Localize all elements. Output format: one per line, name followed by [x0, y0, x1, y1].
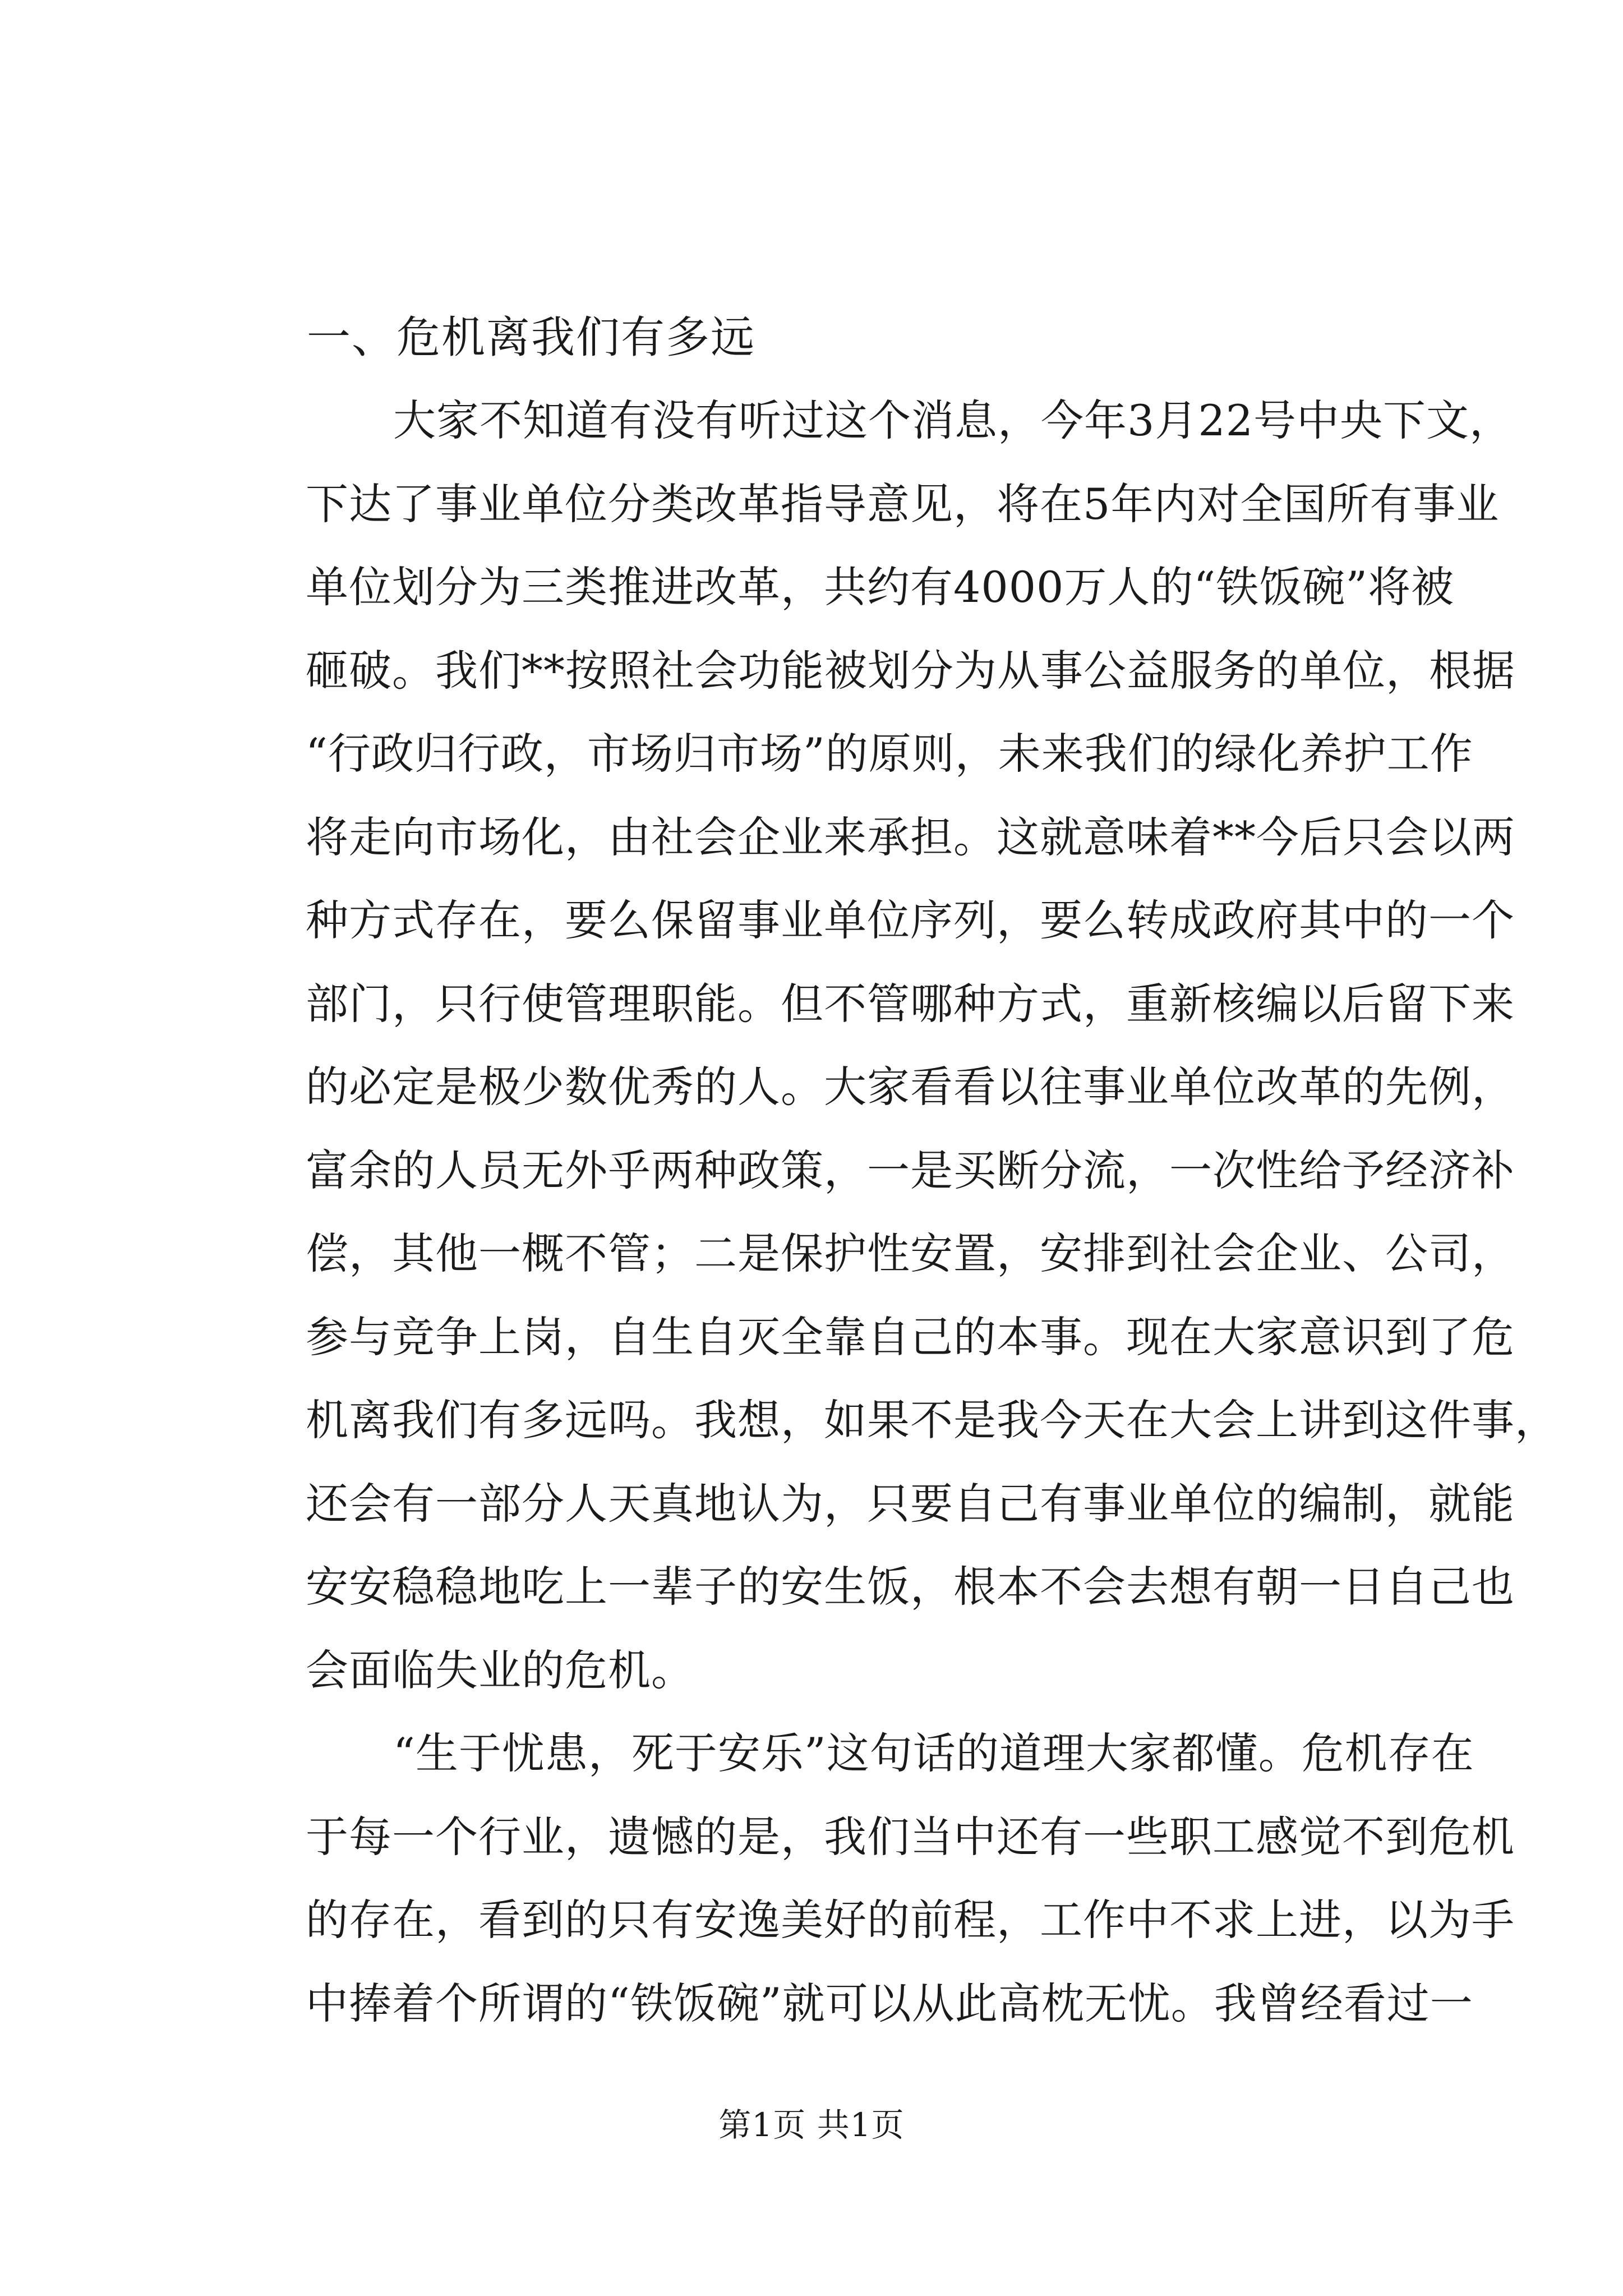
- section-heading-text: 一、危机离我们有多远: [307, 312, 756, 363]
- paragraph-line: 还会有一部分人天真地认为，只要自己有事业单位的编制，就能: [306, 1478, 1515, 1529]
- paragraph-line: 于每一个行业，遗憾的是，我们当中还有一些职工感觉不到危机: [306, 1811, 1515, 1862]
- section-heading: [306, 296, 1422, 379]
- paragraph-line: 会面临失业的危机。: [306, 1645, 694, 1695]
- paragraph-line: 的必定是极少数优秀的人。大家看看以往事业单位改革的先例，: [306, 1062, 1515, 1112]
- paragraph-line: 中捧着个所谓的“铁饭碗”就可以从此高枕无忧。我曾经看过一: [306, 1978, 1473, 2028]
- paragraph-line: 部门，只行使管理职能。但不管哪种方式，重新核编以后留下来: [306, 978, 1515, 1029]
- paragraph-line: 单位划分为三类推进改革，共约有4000万人的“铁饭碗”将被: [306, 562, 1455, 612]
- paragraph-line: “行政归行政，市场归市场”的原则，未来我们的绿化养护工作: [306, 729, 1473, 779]
- paragraph-2: [306, 1712, 1515, 2045]
- page-footer: [0, 2102, 1623, 2147]
- paragraph-line: 大家不知道有没有听过这个消息，今年3月22号中央下文，: [393, 395, 1513, 445]
- paragraph-line: 安安稳稳地吃上一辈子的安生饭，根本不会去想有朝一日自己也: [306, 1562, 1515, 1612]
- paragraph-line: 富余的人员无外乎两种政策，一是买断分流，一次性给予经济补: [306, 1145, 1515, 1195]
- paragraph-line: 机离我们有多远吗。我想，如果不是我今天在大会上讲到这件事，: [306, 1395, 1558, 1445]
- page-number-label: 第1页 共1页: [718, 2106, 905, 2144]
- paragraph-line: 偿，其他一概不管；二是保护性安置，安排到社会企业、公司，: [306, 1228, 1515, 1278]
- paragraph-line: 砸破。我们**按照社会功能被划分为从事公益服务的单位，根据: [306, 645, 1515, 696]
- paragraph-line: 参与竞争上岗，自生自灭全靠自己的本事。现在大家意识到了危: [306, 1312, 1515, 1362]
- paragraph-line: 种方式存在，要么保留事业单位序列，要么转成政府其中的一个: [306, 895, 1515, 945]
- paragraph-line: 的存在，看到的只有安逸美好的前程，工作中不求上进，以为手: [306, 1895, 1515, 1945]
- paragraph-1: [306, 379, 1558, 1712]
- paragraph-line: 将走向市场化，由社会企业来承担。这就意味着**今后只会以两: [306, 812, 1515, 862]
- paragraph-line: “生于忧患，死于安乐”这句话的道理大家都懂。危机存在: [393, 1728, 1474, 1778]
- paragraph-line: 下达了事业单位分类改革指导意见，将在5年内对全国所有事业: [306, 478, 1500, 529]
- document-body: [306, 296, 1558, 2045]
